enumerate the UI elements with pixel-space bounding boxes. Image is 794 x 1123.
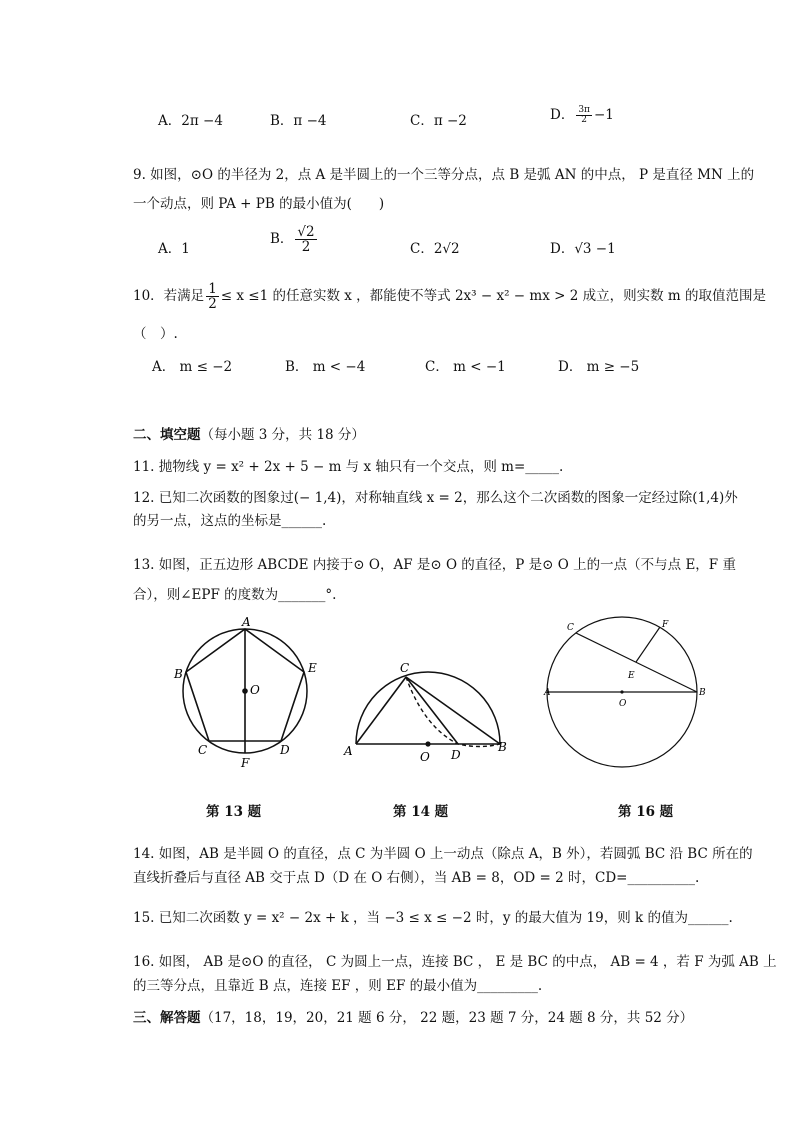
q10-option-b: B． m < −4 [285,359,366,375]
q8-option-d-denominator: 2 [581,115,588,125]
q8-option-b: B．π −4 [270,113,327,129]
q16-line2: 的三等分点，且靠近 B 点，连接 EF ，则 EF 的最小值为_________. [133,978,543,994]
q9-option-a: A．1 [158,241,190,257]
fig16-segment-ef [636,627,660,662]
section3-note: （17，18，19，20，21 题 6 分， 22 题，23 题 7 分，24 题 8 分，共 52 分） [200,1010,694,1026]
fig16-caption: 第 16 题 [618,804,674,820]
q15-text: 15. 已知二次函数 y = x² − 2x + k ，当 −3 ≤ x ≤ −2 时，y 的最大值为 19，则 k 的值为______. [133,910,733,926]
fig13-label-c: C [198,743,208,757]
fig13-label-b: B [174,667,183,681]
q10-prefix: 10．若满足 [133,288,205,305]
fig13-label-d: D [280,743,290,757]
q10-option-d: D． m ≥ −5 [558,359,640,375]
q9-line2: 一个动点，则 PA + PB 的最小值为( ) [133,196,385,212]
q8-option-a: A．2π −4 [158,113,223,129]
fig16-center-point [620,690,623,693]
q12-line2: 的另一点，这点的坐标是______. [133,513,327,529]
q8-option-d-numerator: 3π [578,104,590,115]
q10-option-c: C． m < −1 [425,359,506,375]
q9-option-b-denominator: 2 [301,239,311,256]
fig13-caption: 第 13 题 [206,804,262,820]
fig14-label-d: D [451,748,461,762]
q9-option-d: D．√3 −1 [550,241,616,257]
fig13-center-point [242,688,248,694]
section3-title: 三、解答题 [133,1010,201,1026]
figure-14 [340,655,515,765]
fig16-label-f: F [662,620,669,630]
q10-line1 [133,282,766,311]
figure-16 [540,615,715,775]
fig16-label-a: A [544,688,551,698]
q11-text: 11. 抛物线 y = x² + 2x + 5 − m 与 x 轴只有一个交点，则 m=_____. [133,459,564,475]
q14-line1: 14. 如图，AB 是半圆 O 的直径，点 C 为半圆 O 上一动点（除点 A，B 外），若圆弧 BC 沿 BC 所在的 [133,846,753,862]
fig14-label-o: O [420,750,430,764]
q10-frac-numerator: 1 [208,281,217,297]
q9-option-c: C．2√2 [410,241,460,257]
q14-line2: 直线折叠后与直径 AB 交于点 D（D 在 O 右侧），当 AB = 8，OD = 2 时，CD=__________. [133,870,700,886]
fig14-label-a: A [344,744,353,758]
q9-option-b-prefix: B． [270,231,294,248]
section2-title: 二、填空题 [133,427,201,443]
fig14-caption: 第 14 题 [393,804,449,820]
q8-option-d-prefix: D． [550,107,575,123]
q8-option-d [550,103,614,125]
q9-option-b-numerator: √2 [297,224,315,240]
fig14-label-c: C [400,661,410,675]
fig14-label-b: B [498,740,507,754]
fig14-segment-cd [406,677,458,744]
fig13-label-a: A [242,615,251,629]
q9-option-b [270,225,319,254]
q10-line2: （ ）. [133,326,178,342]
q8-option-d-suffix: −1 [593,107,614,123]
q12-line1: 12. 已知二次函数的图象过(− 1,4)，对称轴直线 x = 2，那么这个二次函数的图象一定经过除(1,4)外 [133,490,738,506]
fig16-label-o: O [619,699,627,709]
section3-heading [133,1006,693,1026]
fig13-label-e: E [308,661,317,675]
fig16-chord-bc [576,633,697,692]
q13-line1: 13. 如图，正五边形 ABCDE 内接于⊙ O，AF 是⊙ O 的直径，P 是⊙ O 上的一点（不与点 E，F 重 [133,557,736,573]
fig16-label-e: E [628,671,635,681]
q10-rest: ≤ x ≤1 的任意实数 x ，都能使不等式 2x³ − x² − mx > 2 成立，则实数 m 的取值范围是 [220,288,766,305]
figure-13 [170,612,320,772]
fig16-label-c: C [567,623,574,633]
q10-option-a: A． m ≤ −2 [152,359,233,375]
fig13-label-o: O [250,683,260,697]
fig14-center-point [425,741,430,746]
q16-line1: 16. 如图， AB 是⊙O 的直径， C 为圆上一点，连接 BC ， E 是 BC 的中点， AB = 4 ，若 F 为弧 AB 上 [133,954,777,970]
fig13-label-f: F [241,756,250,770]
fig14-semicircle [356,672,500,744]
q10-frac-denominator: 2 [208,296,217,313]
fig16-label-b: B [699,688,706,698]
q8-option-c: C．π −2 [410,113,467,129]
section2-heading [133,423,365,443]
q9-line1: 9. 如图，⊙O 的半径为 2，点 A 是半圆上的一个三等分点，点 B 是弧 AN 的中点， P 是直径 MN 上的 [133,167,755,183]
fig14-segment-cb [406,677,500,744]
q13-line2: 合），则∠EPF 的度数为_______°. [133,587,337,603]
section2-note: （每小题 3 分，共 18 分） [200,427,365,443]
